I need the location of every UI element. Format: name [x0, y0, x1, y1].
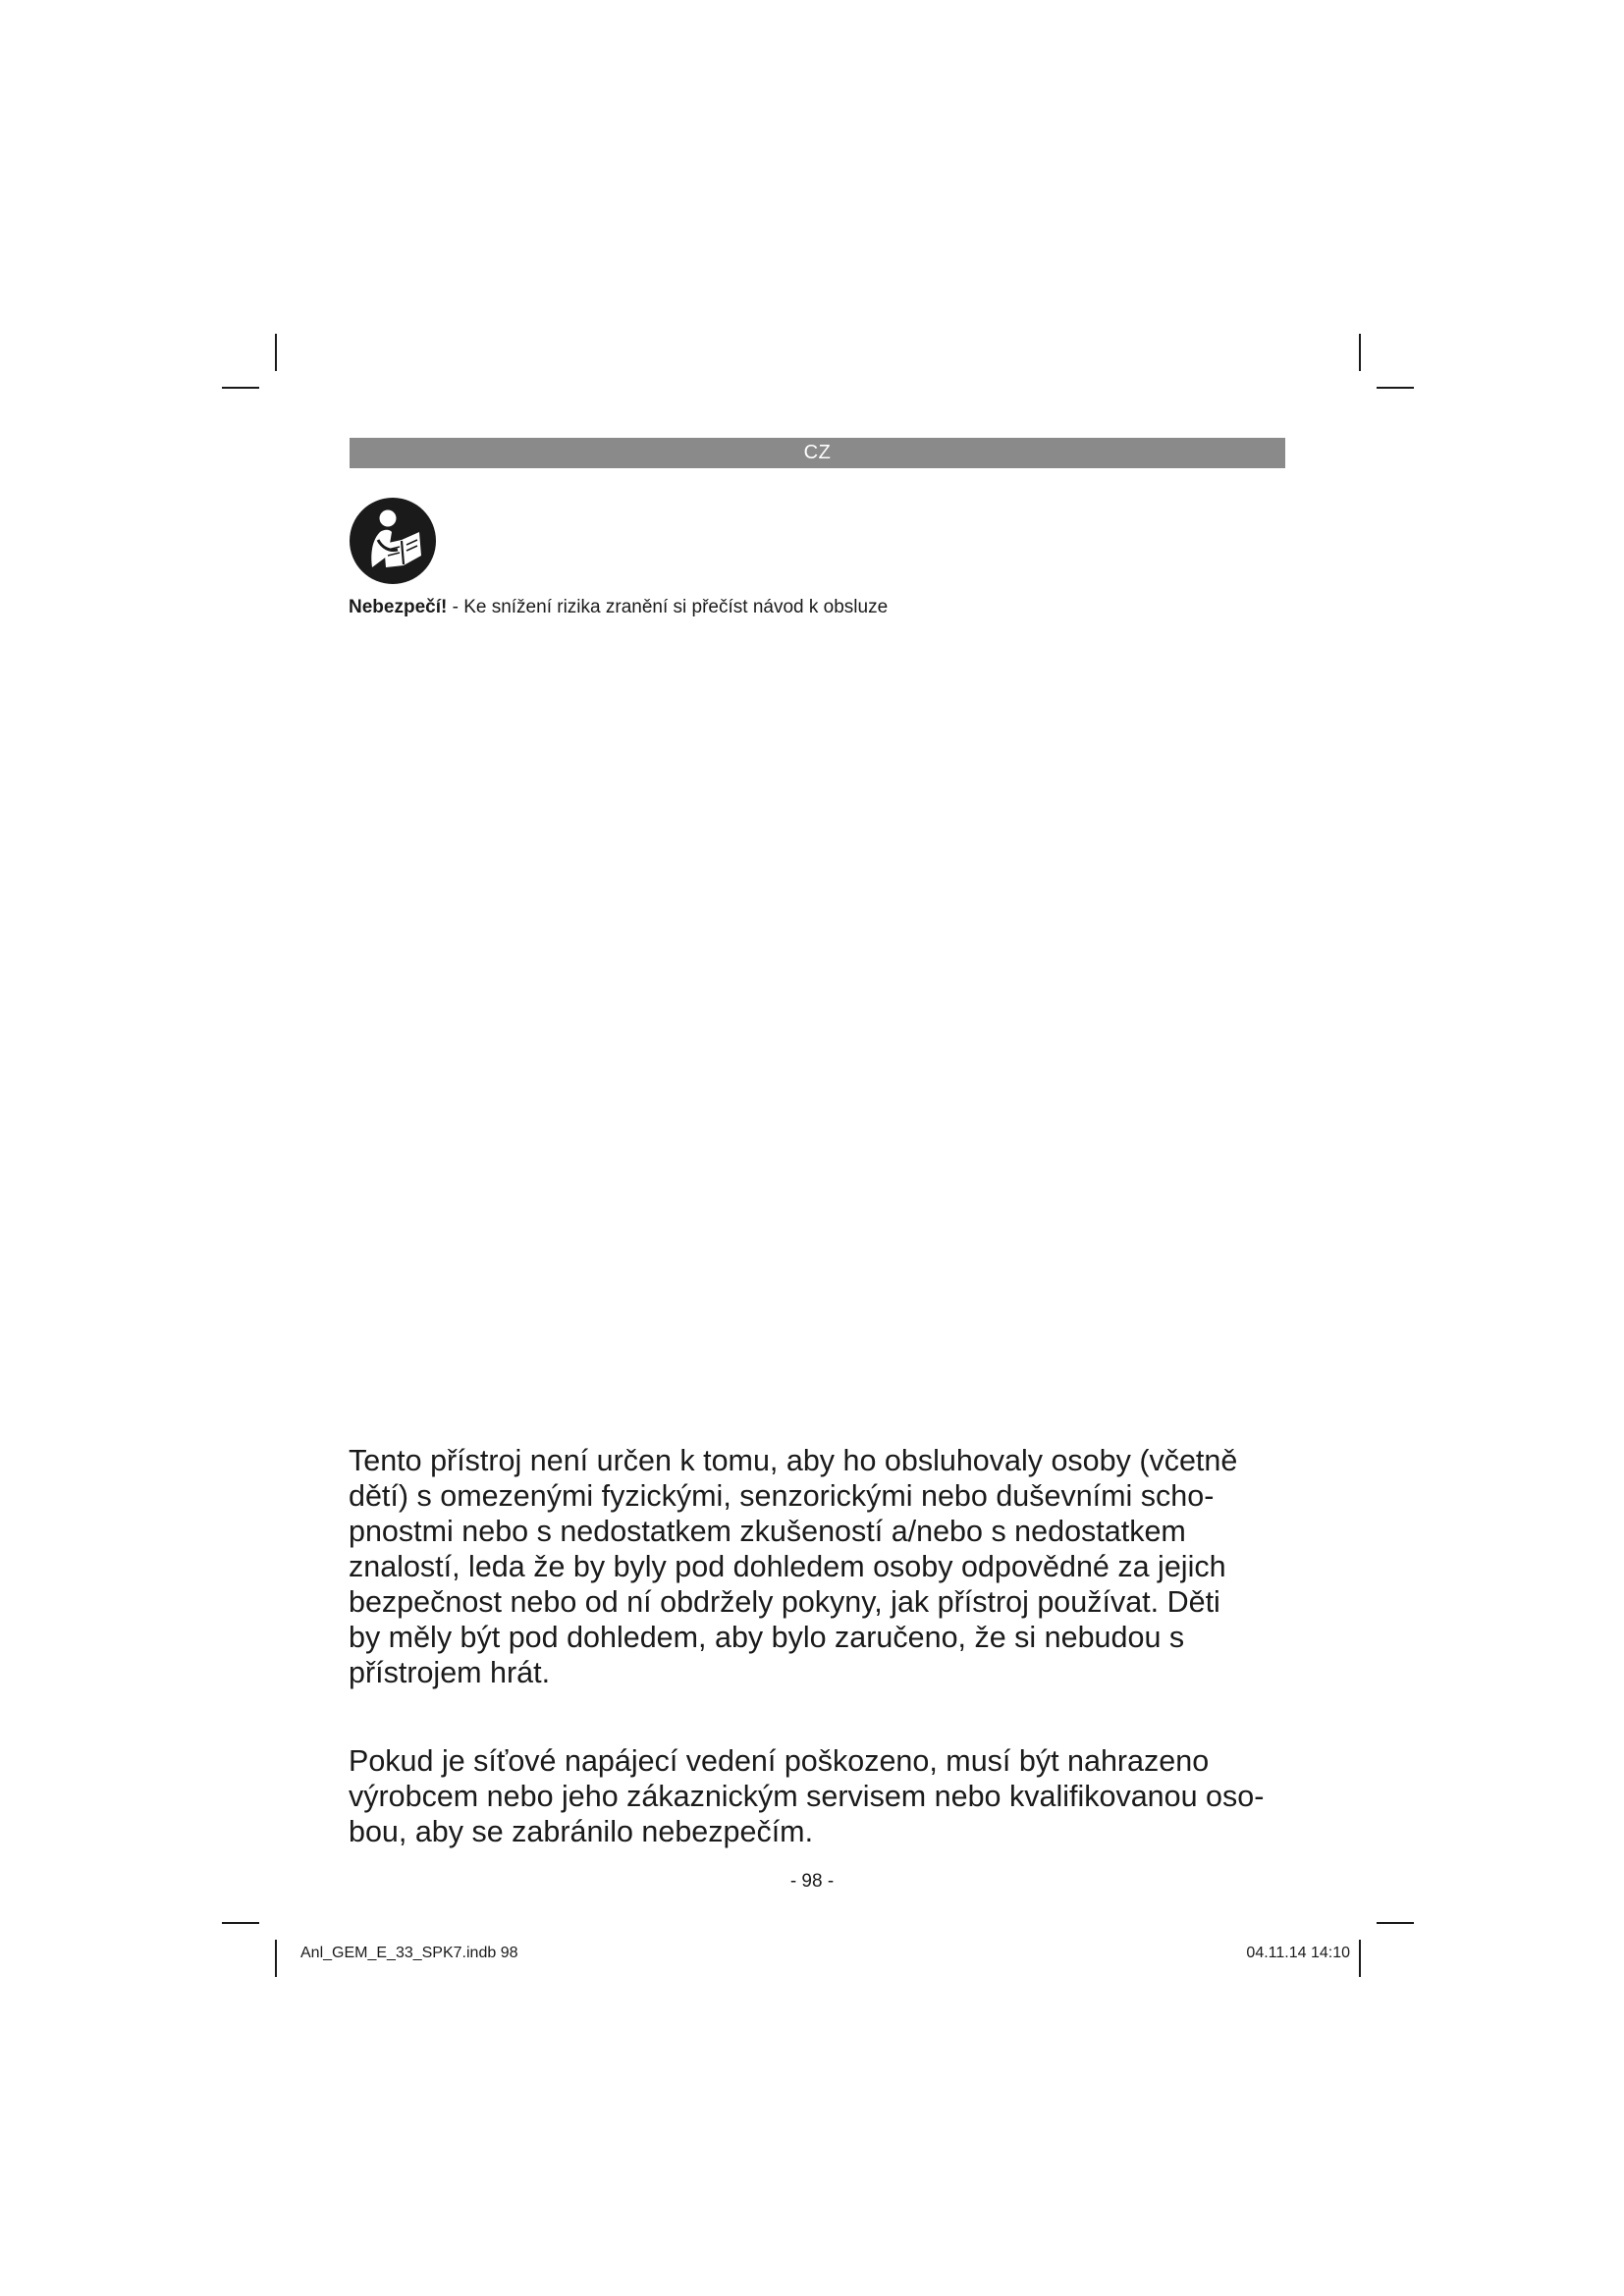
crop-mark-top-left-horizontal: [222, 387, 259, 389]
text-line: přístrojem hrát.: [349, 1656, 551, 1689]
crop-mark-bottom-left-horizontal: [222, 1922, 259, 1924]
text-line: bou, aby se zabránilo nebezpečím.: [349, 1815, 814, 1848]
crop-mark-bottom-right-horizontal: [1377, 1922, 1414, 1924]
page-number: - 98 -: [789, 1871, 835, 1892]
text-line: dětí) s omezenými fyzickými, senzorickými nebo duševními scho-: [349, 1479, 1215, 1513]
language-code: CZ: [803, 442, 832, 463]
language-header-bar: [350, 438, 1285, 468]
text-line: bezpečnost nebo od ní obdržely pokyny, jak přístroj používat. Děti: [349, 1585, 1220, 1619]
text-line: pnostmi nebo s nedostatkem zkušeností a/nebo s nedostatkem: [349, 1515, 1186, 1548]
text-line: výrobcem nebo jeho zákaznickým servisem nebo kvalifikovanou oso-: [349, 1780, 1265, 1813]
paragraph-usage-restriction: [349, 1443, 1291, 1690]
crop-mark-bottom-left-vertical: [275, 1940, 277, 1977]
crop-mark-top-right-vertical: [1359, 334, 1361, 371]
text-line: by měly být pod dohledem, aby bylo zaručeno, že si nebudou s: [349, 1621, 1185, 1654]
text-line: Pokud je síťové napájecí vedení poškozeno, musí být nahrazeno: [349, 1744, 1210, 1778]
crop-mark-top-left-vertical: [275, 334, 277, 371]
text-line: Tento přístroj není určen k tomu, aby ho obsluhovaly osoby (včetně: [349, 1444, 1238, 1477]
footer-timestamp: 04.11.14 14:10: [1246, 1945, 1350, 1961]
text-line: znalostí, leda že by byly pod dohledem osoby odpovědné za jejich: [349, 1550, 1226, 1583]
read-manual-icon: [349, 497, 437, 585]
paragraph-power-cable: [349, 1743, 1291, 1849]
warning-text: - Ke snížení rizika zranění si přečíst návod k obsluze: [447, 597, 889, 617]
crop-mark-top-right-horizontal: [1377, 387, 1414, 389]
warning-statement: [349, 595, 888, 620]
footer-file-info: Anl_GEM_E_33_SPK7.indb 98: [300, 1945, 518, 1961]
crop-mark-bottom-right-vertical: [1359, 1940, 1361, 1977]
danger-label: Nebezpečí!: [349, 597, 448, 617]
